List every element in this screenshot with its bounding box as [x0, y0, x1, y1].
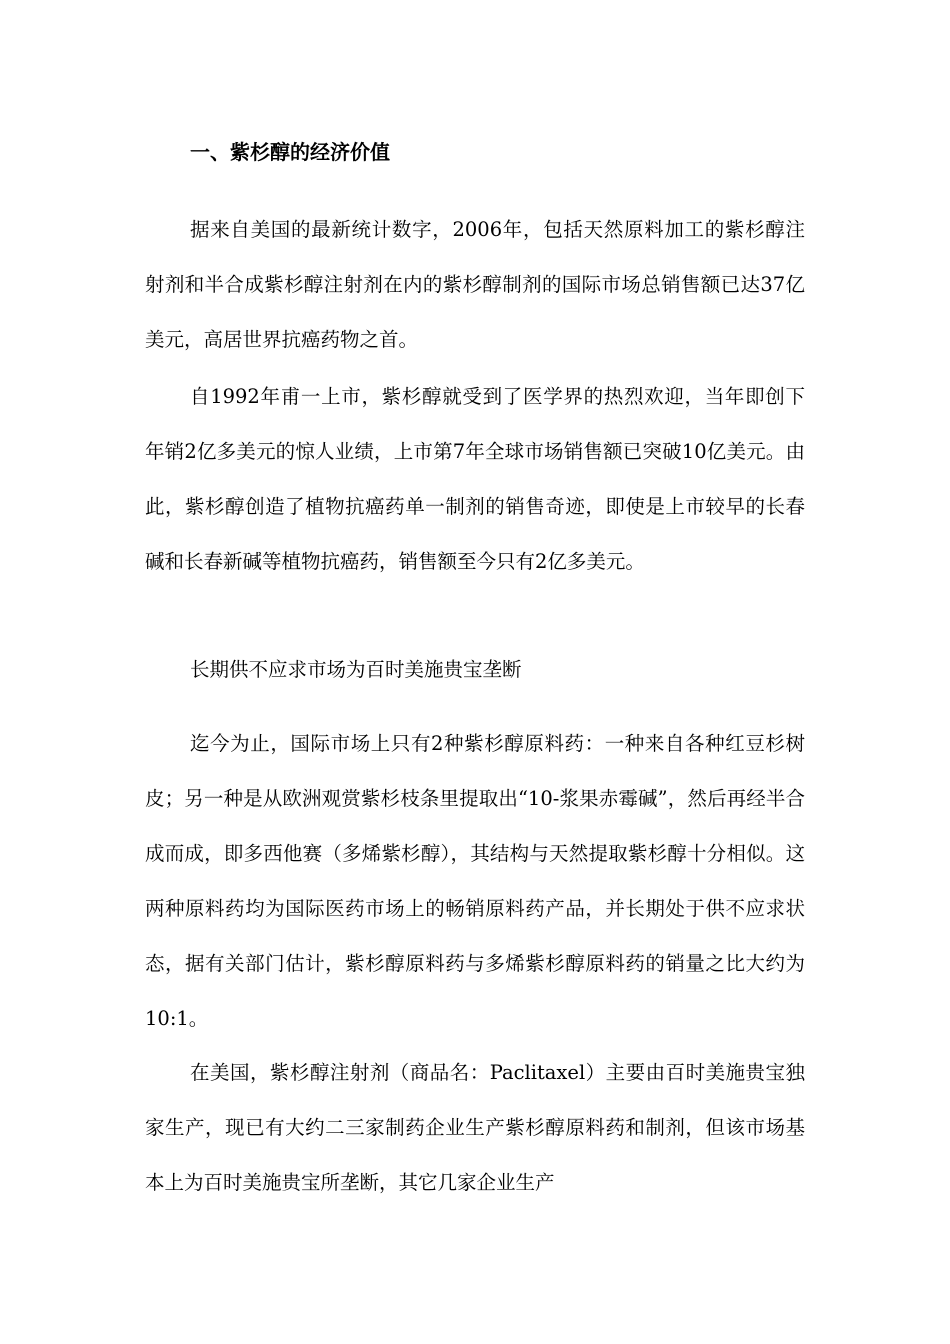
section-heading: 一、紫杉醇的经济价值	[190, 140, 390, 164]
paragraph-sales-statistics: 据来自美国的最新统计数字，2006年，包括天然原料加工的紫杉醇注射剂和半合成紫杉醇注射剂在内的紫杉醇制剂的国际市场总销售额已达37亿美元，高居世界抗癌药物之首。	[145, 218, 805, 351]
paragraph-raw-materials: 迄今为止，国际市场上只有2种紫杉醇原料药：一种来自各种红豆杉树皮；另一种是从欧洲观赏紫杉枝条里提取出“10-浆果赤霉碱”，然后再经半合成而成，即多西他赛（多烯紫杉醇），其结构与天然提取紫杉醇十分相似。这两种原料药均为国际医药市场上的畅销原料药产品，并长期处于供不应求状态，据有关部门估计，紫杉醇原料药与多烯紫杉醇原料药的销量之比大约为10:1。	[145, 732, 805, 1030]
subheading-monopoly: 长期供不应求市场为百时美施贵宝垄断	[190, 658, 522, 681]
paragraph-market-history: 自1992年甫一上市，紫杉醇就受到了医学界的热烈欢迎，当年即创下年销2亿多美元的惊人业绩，上市第7年全球市场销售额已突破10亿美元。由此，紫杉醇创造了植物抗癌药单一制剂的销售奇迹，即使是上市较早的长春碱和长春新碱等植物抗癌药，销售额至今只有2亿多美元。	[145, 385, 805, 573]
paragraph-us-market: 在美国，紫杉醇注射剂（商品名：Paclitaxel）主要由百时美施贵宝独家生产，现已有大约二三家制药企业生产紫杉醇原料药和制剂，但该市场基本上为百时美施贵宝所垄断，其它几家企业生产	[145, 1061, 805, 1194]
